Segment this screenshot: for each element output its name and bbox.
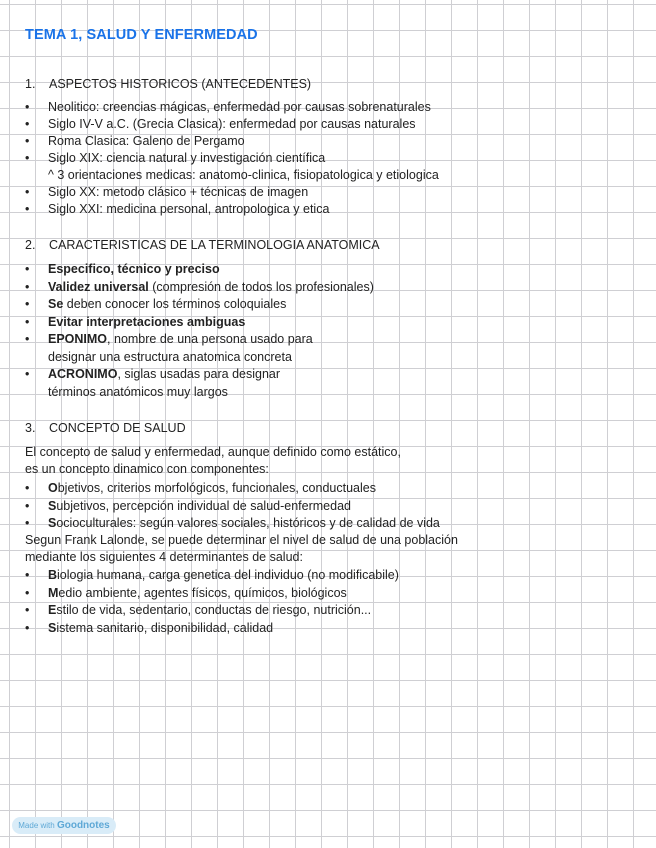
list-item-text — [48, 498, 351, 515]
bold-text: Se — [48, 297, 64, 311]
list-item-text — [48, 585, 347, 602]
bold-text: E — [48, 603, 57, 617]
section-title: CARACTERISTICAS DE LA TERMINOLOGIA ANATOMICA — [49, 238, 380, 252]
section-title: ASPECTOS HISTORICOS (ANTECEDENTES) — [49, 77, 312, 91]
list-item-text — [48, 602, 371, 619]
list-item-text — [48, 116, 416, 133]
body-text: istema sanitario, disponibilidad, calidad — [56, 620, 274, 635]
middle-line: mediante los siguientes 4 determinantes de salud: — [25, 550, 303, 564]
body-text: Siglo XX: metodo clásico + técnicas de imagen — [48, 185, 309, 199]
page-title: TEMA 1, SALUD Y ENFERMEDAD — [25, 27, 258, 43]
list-item-text — [48, 567, 399, 584]
body-text: Neolitico: creencias mágicas, enfermedad por causas sobrenaturales — [48, 100, 431, 114]
bold-text: S — [48, 516, 57, 530]
list-item-text — [48, 620, 273, 637]
bold-text: O — [48, 481, 58, 495]
bullet-icon: • — [25, 134, 30, 148]
section-number: 2. — [25, 238, 36, 252]
body-text: deben conocer los términos coloquiales — [63, 297, 287, 311]
body-text: ocioculturales: según valores sociales, históricos y de calidad de vida — [56, 516, 440, 530]
body-text: iologia humana, carga genetica del individuo (no modificabile) — [57, 568, 399, 582]
list-item-text — [48, 99, 431, 116]
body-text: ^ 3 orientaciones medicas: anatomo-clinica, fisiopatologica y etiologica — [48, 168, 439, 182]
bullet-icon: • — [25, 603, 30, 617]
list-item-text — [48, 167, 439, 184]
brand-label: Goodnotes — [56, 820, 110, 831]
bullet-icon: • — [25, 498, 30, 513]
list-item-text — [48, 384, 228, 401]
list-item-text — [48, 201, 329, 218]
body-text: designar una estructura anatomica concreta — [48, 349, 292, 364]
bullet-icon: • — [25, 202, 30, 216]
bold-text: Validez universal — [48, 279, 149, 294]
list-item-text — [48, 261, 220, 278]
intro-line: El concepto de salud y enfermedad, aunque definido como estático, — [25, 445, 401, 459]
intro-line: es un concepto dinamico con componentes: — [25, 462, 269, 476]
body-text: bjetivos, criterios morfológicos, funcionales, conductuales — [57, 481, 376, 495]
bold-text: B — [48, 568, 58, 582]
bullet-icon: • — [25, 620, 30, 635]
bold-text: S — [48, 498, 57, 513]
bullet-icon: • — [25, 297, 30, 311]
bold-text: ACRONIMO — [48, 367, 118, 381]
body-text: términos anatómicos muy largos — [48, 384, 228, 399]
body-text: Siglo XIX: ciencia natural y investigación científica — [48, 151, 326, 165]
bullet-icon: • — [25, 314, 30, 329]
middle-line: Segun Frank Lalonde, se puede determinar el nivel de salud de una población — [25, 533, 458, 547]
body-text: ubjetivos, percepción individual de salud-enfermedad — [56, 498, 351, 513]
body-text: , siglas usadas para designar — [117, 367, 281, 381]
goodnotes-badge — [12, 817, 116, 834]
body-text: stilo de vida, sedentario, conductas de riesgo, nutrición... — [56, 603, 372, 617]
body-text: Siglo XXI: medicina personal, antropologica y etica — [48, 202, 330, 216]
section-3-heading — [25, 421, 186, 435]
body-text: (compresión de todos los profesionales) — [148, 279, 374, 294]
bullet-icon: • — [25, 516, 30, 530]
list-item-text — [48, 296, 286, 313]
list-item-text — [48, 133, 245, 150]
list-item-text — [48, 314, 245, 331]
made-with-label: Made with — [18, 821, 55, 830]
bold-text: M — [48, 585, 59, 600]
bullet-icon: • — [25, 332, 30, 346]
bullet-icon: • — [25, 100, 30, 114]
body-text: edio ambiente, agentes físicos, químicos, biológicos — [58, 585, 347, 600]
list-item-text — [48, 279, 374, 296]
bullet-icon: • — [25, 151, 30, 165]
section-title: CONCEPTO DE SALUD — [49, 421, 186, 435]
list-item-text — [48, 331, 313, 348]
bold-text: S — [48, 620, 57, 635]
bold-text: Evitar interpretaciones ambiguas — [48, 314, 246, 329]
list-item-text — [48, 480, 376, 497]
bold-text: Especifico, técnico y preciso — [48, 262, 220, 276]
section-number: 3. — [25, 421, 36, 435]
bold-text: EPONIMO — [48, 332, 108, 346]
bullet-icon: • — [25, 279, 30, 294]
list-item-text — [48, 150, 325, 167]
section-number: 1. — [25, 77, 36, 91]
bullet-icon: • — [25, 585, 30, 600]
body-text: , nombre de una persona usado para — [107, 332, 313, 346]
list-item-text — [48, 349, 292, 366]
bullet-icon: • — [25, 262, 30, 276]
list-item-text — [48, 184, 308, 201]
bullet-icon: • — [25, 367, 30, 381]
list-item-text — [48, 515, 440, 532]
bullet-icon: • — [25, 185, 30, 199]
bullet-icon: • — [25, 117, 30, 131]
bullet-icon: • — [25, 568, 30, 582]
section-1-heading — [25, 77, 311, 91]
list-item-text — [48, 366, 280, 383]
bullet-icon: • — [25, 481, 30, 495]
body-text: Roma Clasica: Galeno de Pergamo — [48, 134, 245, 148]
body-text: Siglo IV-V a.C. (Grecia Clasica): enfermedad por causas naturales — [48, 117, 416, 131]
section-2-heading — [25, 238, 380, 252]
